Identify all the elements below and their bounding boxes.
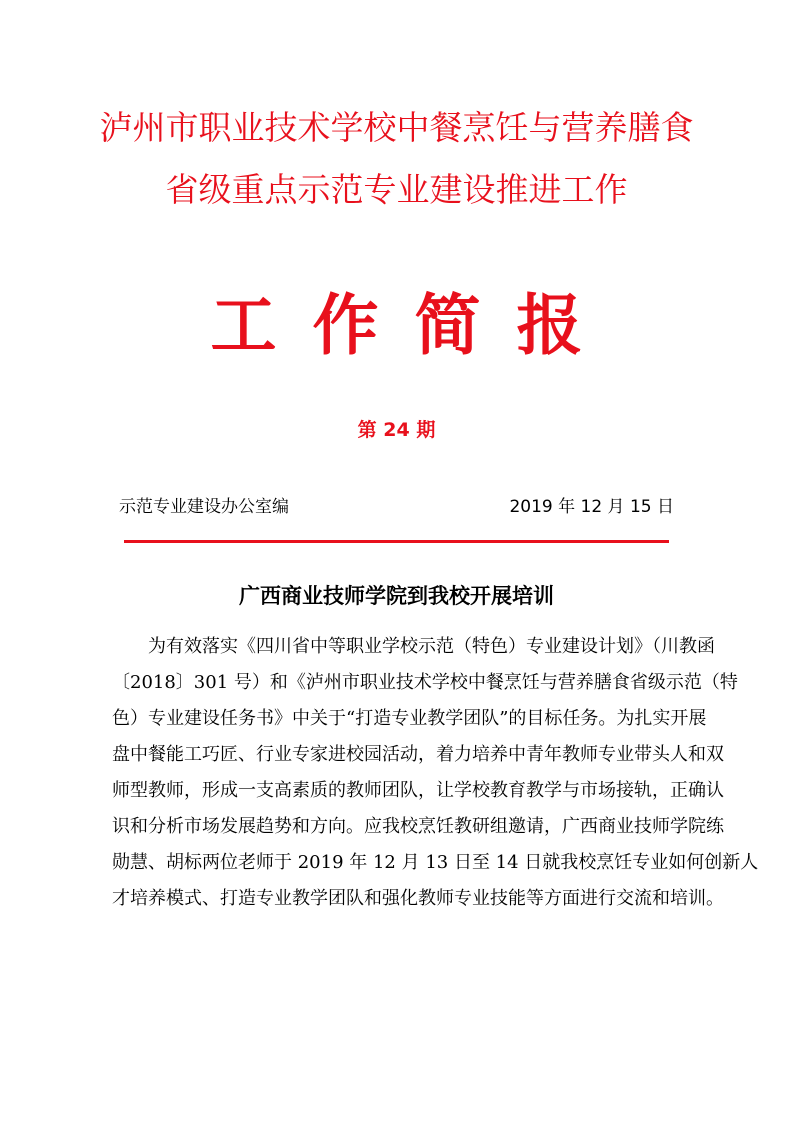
issue-date: 2019 年 12 月 15 日 [509,497,674,517]
body-text-line: 色）专业建设任务书》中关于“打造专业教学团队”的目标任务。为扎实开展 [112,708,707,729]
body-text-line: 才培养模式、打造专业教学团队和强化教师专业技能等方面进行交流和培训。 [112,888,724,909]
article-title: 广西商业技师学院到我校开展培训 [239,584,554,608]
document-title-line-2: 省级重点示范专业建设推进工作 [165,170,628,209]
red-divider-line [124,540,669,543]
body-text-line: 师型教师，形成一支高素质的教师团队，让学校教育教学与市场接轨，正确认 [112,780,724,801]
bulletin-headline: 工作简报 [210,287,619,364]
document-title-line-1: 泸州市职业技术学校中餐烹饪与营养膳食 [99,108,694,147]
body-text-line: 识和分析市场发展趋势和方向。应我校烹饪教研组邀请，广西商业技师学院练 [112,816,724,837]
editor-label: 示范专业建设办公室编 [119,497,289,517]
body-text-line: 〔2018〕301 号）和《泸州市职业技术学校中餐烹饪与营养膳食省级示范（特 [112,672,738,693]
body-text-line: 盘中餐能工巧匠、行业专家进校园活动，着力培养中青年教师专业带头人和双 [112,744,724,765]
body-text-line: 为有效落实《四川省中等职业学校示范（特色）专业建设计划》（川教函 [112,636,715,657]
body-text-line: 勋慧、胡标两位老师于 2019 年 12 月 13 日至 14 日就我校烹饪专业如何创新人 [112,852,759,873]
issue-number: 第 24 期 [357,419,436,441]
